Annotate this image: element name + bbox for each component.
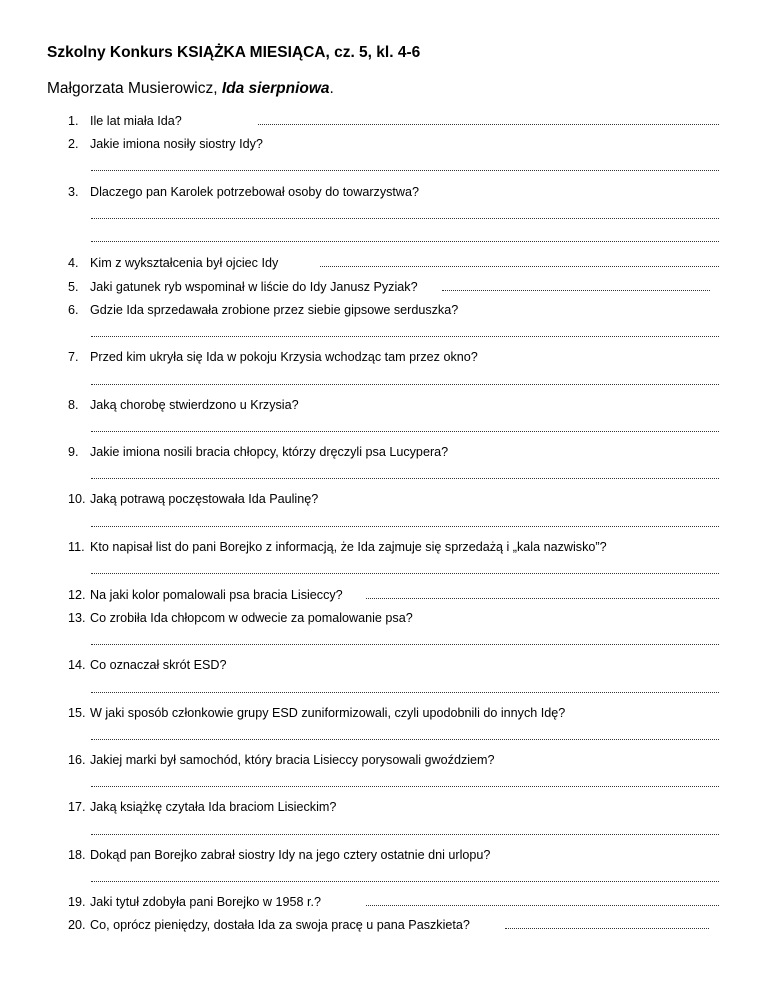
question-text: W jaki sposób członkowie grupy ESD zuniformizowali, czyli upodobnili do innych Idę?: [90, 706, 566, 720]
subtitle-period: .: [329, 80, 334, 97]
question-10: 10. Jaką potrawą poczęstowała Ida Paulinę?: [68, 492, 319, 506]
answer-line[interactable]: [91, 786, 719, 787]
question-text: Przed kim ukryła się Ida w pokoju Krzysia wchodząc tam przez okno?: [90, 350, 478, 364]
question-3: 3. Dlaczego pan Karolek potrzebował osoby do towarzystwa?: [68, 185, 420, 199]
question-text: Co zrobiła Ida chłopcom w odwecie za pomalowanie psa?: [90, 611, 413, 625]
answer-line[interactable]: [91, 573, 719, 574]
question-text: Co, oprócz pieniędzy, dostała Ida za swoja pracę u pana Paszkieta?: [90, 918, 470, 932]
answer-line[interactable]: [91, 384, 719, 385]
question-2: 2. Jakie imiona nosiły siostry Idy?: [68, 137, 263, 151]
author-name: Małgorzata Musierowicz,: [47, 80, 222, 97]
answer-line[interactable]: [442, 290, 710, 291]
question-8: 8. Jaką chorobę stwierdzono u Krzysia?: [68, 398, 299, 412]
question-text: Jakiej marki był samochód, który bracia Lisieccy porysowali gwoździem?: [90, 753, 495, 767]
answer-line[interactable]: [91, 241, 719, 242]
question-text: Dokąd pan Borejko zabrał siostry Idy na jego cztery ostatnie dni urlopu?: [90, 848, 491, 862]
book-subtitle: [47, 80, 334, 98]
question-text: Gdzie Ida sprzedawała zrobione przez siebie gipsowe serduszka?: [90, 303, 459, 317]
question-4: 4. Kim z wykształcenia był ojciec Idy: [68, 256, 279, 270]
question-13: 13. Co zrobiła Ida chłopcom w odwecie za pomalowanie psa?: [68, 611, 413, 625]
answer-line[interactable]: [505, 928, 709, 929]
question-16: 16. Jakiej marki był samochód, który bracia Lisieccy porysowali gwoździem?: [68, 753, 495, 767]
answer-line[interactable]: [91, 526, 719, 527]
answer-line[interactable]: [91, 881, 719, 882]
question-text: Jaką książkę czytała Ida braciom Lisieckim?: [90, 800, 337, 814]
answer-line[interactable]: [320, 266, 719, 267]
page-title: Szkolny Konkurs KSIĄŻKA MIESIĄCA, cz. 5, kl. 4-6: [47, 44, 421, 61]
question-19: 19. Jaki tytuł zdobyła pani Borejko w 1958 r.?: [68, 895, 322, 909]
question-17: 17. Jaką książkę czytała Ida braciom Lisieckim?: [68, 800, 337, 814]
question-12: 12. Na jaki kolor pomalowali psa bracia Lisieccy?: [68, 588, 343, 602]
question-text: Dlaczego pan Karolek potrzebował osoby do towarzystwa?: [90, 185, 420, 199]
answer-line[interactable]: [91, 170, 719, 171]
question-text: Jaki tytuł zdobyła pani Borejko w 1958 r.?: [90, 895, 322, 909]
question-text: Na jaki kolor pomalowali psa bracia Lisieccy?: [90, 588, 343, 602]
answer-line[interactable]: [91, 478, 719, 479]
answer-line[interactable]: [91, 692, 719, 693]
question-text: Jaki gatunek ryb wspominał w liście do Idy Janusz Pyziak?: [90, 280, 418, 294]
question-20: 20. Co, oprócz pieniędzy, dostała Ida za swoja pracę u pana Paszkieta?: [68, 918, 470, 932]
question-text: Jakie imiona nosili bracia chłopcy, którzy dręczyli psa Lucypera?: [90, 445, 449, 459]
question-15: 15. W jaki sposób członkowie grupy ESD zuniformizowali, czyli upodobnili do innych Idę?: [68, 706, 566, 720]
answer-line[interactable]: [366, 598, 719, 599]
answer-line[interactable]: [91, 834, 719, 835]
question-9: 9. Jakie imiona nosili bracia chłopcy, którzy dręczyli psa Lucypera?: [68, 445, 449, 459]
question-text: Jaką potrawą poczęstowała Ida Paulinę?: [90, 492, 319, 506]
question-text: Jakie imiona nosiły siostry Idy?: [90, 137, 263, 151]
book-title: Ida sierpniowa: [221, 80, 330, 97]
question-1: 1. Ile lat miała Ida?: [68, 114, 182, 128]
answer-line[interactable]: [91, 218, 719, 219]
question-5: 5. Jaki gatunek ryb wspominał w liście do Idy Janusz Pyziak?: [68, 280, 418, 294]
question-text: Co oznaczał skrót ESD?: [90, 658, 227, 672]
answer-line[interactable]: [258, 124, 719, 125]
question-7: 7. Przed kim ukryła się Ida w pokoju Krzysia wchodząc tam przez okno?: [68, 350, 478, 364]
answer-line[interactable]: [91, 644, 719, 645]
question-18: 18. Dokąd pan Borejko zabrał siostry Idy na jego cztery ostatnie dni urlopu?: [68, 848, 491, 862]
answer-line[interactable]: [91, 336, 719, 337]
question-6: 6. Gdzie Ida sprzedawała zrobione przez siebie gipsowe serduszka?: [68, 303, 459, 317]
question-text: Kto napisał list do pani Borejko z informacją, że Ida zajmuje się sprzedażą i „kala nazwisko”?: [90, 540, 607, 554]
question-text: Jaką chorobę stwierdzono u Krzysia?: [90, 398, 299, 412]
answer-line[interactable]: [366, 905, 719, 906]
question-text: Kim z wykształcenia był ojciec Idy: [90, 256, 279, 270]
question-11: 11. Kto napisał list do pani Borejko z informacją, że Ida zajmuje się sprzedażą i „kala nazwisko”?: [68, 540, 607, 554]
answer-line[interactable]: [91, 739, 719, 740]
question-text: Ile lat miała Ida?: [90, 114, 182, 128]
question-14: 14. Co oznaczał skrót ESD?: [68, 658, 227, 672]
answer-line[interactable]: [91, 431, 719, 432]
